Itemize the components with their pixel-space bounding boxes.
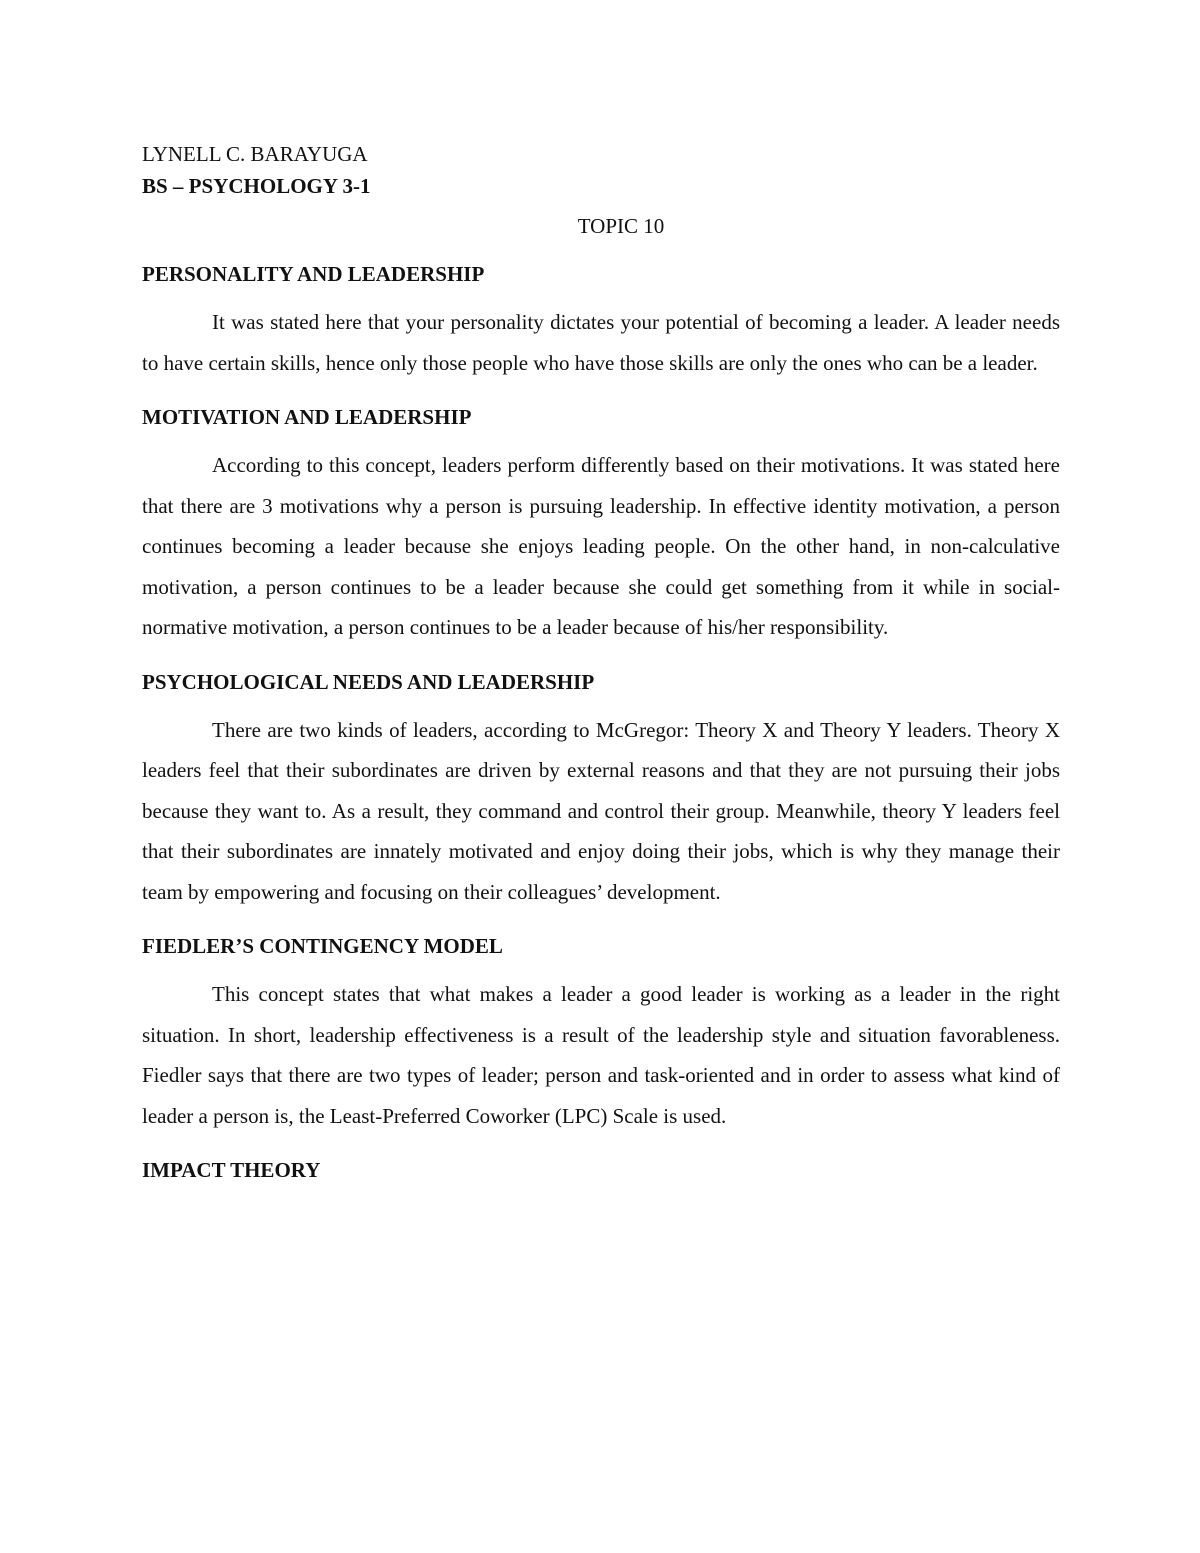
section-paragraph: This concept states that what makes a leader a good leader is working as a leader in the right situation. In short, leadership effectiveness is a result of the leadership style and situation favorableness. Fiedler says that there are two types of leader; person and task-oriented and in order to assess what kind of leader a person is, the Least-Preferred Coworker (LPC) Scale is used.	[142, 982, 1060, 1128]
section-paragraph: It was stated here that your personality dictates your potential of becoming a leader. A leader needs to have certain skills, hence only those people who have those skills are only the ones who can be a leader.	[142, 310, 1060, 375]
section-heading: FIEDLER’S CONTINGENCY MODEL	[142, 934, 503, 958]
section-motivation	[142, 401, 1060, 648]
section-heading: MOTIVATION AND LEADERSHIP	[142, 405, 472, 429]
author-course: BS – PSYCHOLOGY 3-1	[142, 174, 371, 198]
document-content	[142, 138, 1060, 1186]
section-heading: IMPACT THEORY	[142, 1158, 321, 1182]
author-name: LYNELL C. BARAYUGA	[142, 142, 368, 166]
section-heading: PSYCHOLOGICAL NEEDS AND LEADERSHIP	[142, 669, 595, 694]
section-fiedler	[142, 930, 1060, 1136]
topic-title: TOPIC 10	[577, 214, 665, 238]
section-paragraph: There are two kinds of leaders, according to McGregor: Theory X and Theory Y leaders. Theory X leaders feel that their subordinates are driven by external reasons and that they are not pursuing their jobs because they want to. As a result, they command and control their group. Meanwhile, theory Y leaders feel that their subordinates are innately motivated and enjoy doing their jobs, which is why they manage their team by empowering and focusing on their colleagues’ development.	[142, 717, 1060, 904]
section-psychological-needs	[142, 666, 1060, 913]
section-heading: PERSONALITY AND LEADERSHIP	[142, 262, 485, 286]
section-personality	[142, 258, 1060, 383]
section-paragraph: According to this concept, leaders perform differently based on their motivations. It was stated here that there are 3 motivations why a person is pursuing leadership. In effective identity motivation, a person continues becoming a leader because she enjoys leading people. On the other hand, in non-calculative motivation, a person continues to be a leader because she could get something from it while in social-normative motivation, a person continues to be a leader because of his/her responsibility.	[142, 453, 1060, 639]
section-impact-theory	[142, 1154, 1060, 1186]
